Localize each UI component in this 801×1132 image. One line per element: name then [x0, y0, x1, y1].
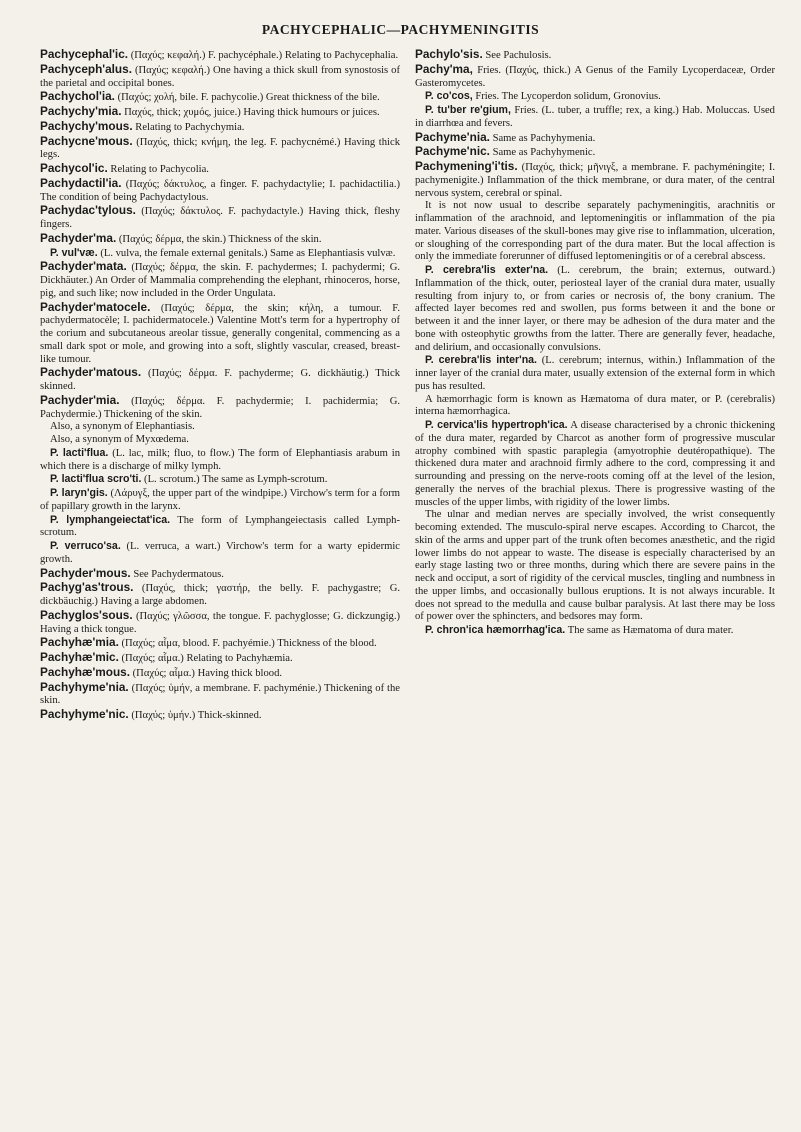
entry-headword: Pachycol'ic.	[40, 161, 108, 175]
entry-definition: (L. verruca, a wart.) Virchow's term for a warty epidermic growth.	[40, 541, 400, 565]
dictionary-entry	[415, 145, 775, 160]
paragraph-text: A hæmorrhagic form is known as Hæmatoma of dura mater, or P. (cerebralis) interna hæmorrhagica.	[415, 393, 775, 418]
entry-paragraph	[415, 200, 775, 264]
paragraph-text: Also, a synonym of Elephantiasis.	[50, 421, 195, 433]
dictionary-entry	[40, 651, 400, 666]
dictionary-entry	[415, 160, 775, 200]
dictionary-entry	[40, 135, 400, 163]
entry-headword: Pachyder'mia.	[40, 392, 120, 407]
dictionary-subentry	[40, 514, 400, 541]
dictionary-subentry	[40, 473, 400, 487]
dictionary-subentry	[415, 624, 775, 638]
subentry-headword: P. lacti'flua scro'ti.	[50, 473, 142, 486]
entry-definition: Fries. (L. tuber, a truffle; rex, a king.) Hab. Moluccas. Used in diarrhœa and fevers.	[415, 105, 775, 129]
entry-paragraph	[40, 421, 400, 434]
dictionary-subentry	[40, 487, 400, 514]
dictionary-subentry	[415, 419, 775, 509]
dictionary-entry	[40, 105, 400, 120]
entry-headword: Pachyhæ'mia.	[40, 635, 119, 650]
entry-headword: Pachychy'mia.	[40, 104, 122, 118]
dictionary-entry	[40, 120, 400, 135]
entry-definition: (Παχύς; δέρμα, the skin.) Thickness of the skin.	[116, 233, 322, 245]
entry-definition: (L. scrotum.) The same as Lymph-scrotum.	[141, 474, 328, 486]
entry-headword: Pachyme'nia.	[415, 129, 490, 144]
entry-headword: Pachyder'mata.	[40, 259, 127, 274]
entry-definition: (Παχύς, thick; κνήμη, the leg. F. pachycnémé.) Having thick legs.	[40, 136, 400, 161]
subentry-headword: P. tu'ber re'gium,	[425, 104, 511, 116]
entry-definition: (Παχύς; κεφαλή.) F. pachycéphale.) Relating to Pachycephalia.	[128, 50, 399, 61]
dictionary-entry	[40, 708, 400, 723]
dictionary-entry	[40, 63, 400, 91]
entry-definition: (Παχύς; κεφαλή.) One having a thick skull from synostosis of the parietal and occipital bones.	[40, 64, 400, 89]
entry-headword: Pachyceph'alus.	[40, 61, 132, 76]
entry-headword: Pachyhæ'mic.	[40, 650, 119, 664]
entry-headword: Pachylo'sis.	[415, 48, 483, 61]
entry-definition: A disease characterised by a chronic thickening of the dura mater, regarded by Charcot as another form of progressive muscular atrophy combined with spastic paraplegia (amyotrophie deutéropathique). The thickened dura mater and arachnoid firmly adhere to the cord, compressing it and surrounding and pressing on the nerve-roots coming off at the level of the lesion, generally the nerves of the brachial plexus. There is progressive wasting of the muscles of the upper limbs, with rigidity of the lower limbs.	[415, 420, 775, 508]
entry-paragraph	[40, 434, 400, 447]
entry-definition: (Παχύς, thick; μῆνιγξ, a membrane. F. pachyméningite; I. pachymenigite.) Inflammation of the thick membrane, or dura mater, of the central nervous system, cerebral or spinal.	[415, 162, 775, 199]
entry-definition: Relating to Pachycolia.	[107, 164, 209, 175]
subentry-headword: P. cervica'lis hypertroph'ica.	[425, 419, 568, 431]
entry-headword: Pachyhæ'mous.	[40, 664, 130, 679]
dictionary-subentry	[415, 104, 775, 131]
dictionary-entry	[40, 666, 400, 681]
paragraph-text: It is not now usual to describe separately pachymeningitis, arachnitis or inflammation of the arachnoid, and leptomeningitis or inflammation of the pia mater. Various diseases of the skull-bones may give rise to inflammation, ulceration, or sloughing of the corresponding part of the dura mater. But the local affection is only the immediate forerunner of diffused leptomeningitis or of a cerebral abscess.	[415, 200, 775, 263]
entry-definition: (L. cerebrum; internus, within.) Inflammation of the inner layer of the cranial dura mater, usually extension of the external form in which pus has resulted.	[415, 355, 775, 392]
dictionary-entry	[40, 177, 400, 205]
entry-definition: (Παχύς; δέρμα, the skin; κήλη, a tumour. F. pachydermatocèle; I. pachidermatocele.) Valentine Mott's term for a hypertrophy of the corium and subcutaneous areolar tissue, generally congenital, commencing as a small dark spot or mole, and growing into a soft, slightly vascular, creased, breast-like tumour.	[40, 302, 400, 365]
dictionary-subentry	[40, 247, 400, 261]
entry-definition: Relating to Pachychymia.	[132, 121, 245, 133]
entry-definition: (Παχύς; δάκτυλος, a finger. F. pachydactylie; I. pachidactilia.) The condition of being Pachydactylous.	[40, 178, 400, 203]
entry-definition: Fries. The Lycoperdon solidum, Gronovius.	[472, 91, 661, 103]
entry-definition: (Παχύς; χολή, bile. F. pachycolie.) Great thickness of the bile.	[114, 92, 380, 104]
dictionary-entry	[40, 681, 400, 709]
entry-definition: (Παχύς; αἷμα.) Relating to Pachyhæmia.	[118, 653, 293, 664]
entry-definition: (Παχύς, thick; γαστήρ, the belly. F. pachygastre; G. dickbäuchig.) Having a large abdomen.	[40, 583, 400, 607]
entry-definition: (Παχύς; αἷμα.) Having thick blood.	[130, 667, 283, 679]
entry-headword: Pachyder'mous.	[40, 565, 131, 580]
entry-definition: See Pachydermatous.	[130, 568, 224, 580]
dictionary-entry	[40, 260, 400, 300]
entry-headword: Pachyder'ma.	[40, 230, 117, 245]
entry-definition: (Παχύς; ὑμήν.) Thick-skinned.	[128, 710, 262, 721]
dictionary-entry	[40, 394, 400, 422]
dictionary-entry	[40, 636, 400, 651]
subentry-headword: P. chron'ica hæmorrhag'ica.	[425, 624, 566, 636]
dictionary-entry	[415, 48, 775, 63]
entry-headword: Pachyglos'sous.	[40, 607, 133, 622]
entry-definition: Same as Pachyhymenic.	[489, 147, 596, 159]
entry-headword: Pachycne'mous.	[40, 133, 133, 148]
dictionary-entry	[40, 162, 400, 177]
entry-definition: (Παχύς; γλῶσσα, the tongue. F. pachyglosse; G. dickzungig.) Having a thick tongue.	[40, 610, 400, 635]
entry-headword: Pachyg'as'trous.	[40, 580, 134, 595]
subentry-headword: P. lacti'flua.	[50, 446, 109, 459]
dictionary-subentry	[40, 540, 400, 567]
dictionary-entry	[40, 301, 400, 367]
subentry-headword: P. vul'væ.	[50, 246, 98, 259]
entry-headword: Pachy'ma,	[415, 61, 473, 76]
paragraph-text: Also, a synonym of Myxœdema.	[50, 434, 189, 445]
dictionary-entry	[415, 131, 775, 146]
entry-definition: (Παχύς; ὑμήν, a membrane. F. pachyménie.) Thickening of the skin.	[40, 682, 400, 707]
dictionary-entry	[40, 204, 400, 232]
dictionary-entry	[40, 366, 400, 394]
dictionary-entry	[415, 63, 775, 91]
paragraph-text: The ulnar and median nerves are specially involved, the wrist consequently becoming extended. The musculo-spiral nerve escapes. According to Charcot, the skin of the arms and upper part of the trunk often becomes anæsthetic, and the rigid lower limbs do not appear to waste. The disease is especially characterised by an early stage lasting two or three months, during which there are severe pains in the neck and occiput, a sort of rigidity of the cervical muscles, tingling and numbness in the upper limbs, and occasionally bullous eruptions. It is not always incurable. It does not spread to the medulla and cause bulbar paralysis. At last there may be loss of power over the sphincters, and bedsores may form.	[415, 509, 775, 623]
dictionary-entry	[40, 609, 400, 637]
dictionary-subentry	[415, 90, 775, 104]
dictionary-entry	[40, 232, 400, 247]
entry-definition: See Pachulosis.	[482, 50, 552, 61]
entry-definition: (L. cerebrum, the brain; externus, outward.) Inflammation of the thick, outer, periosteal layer of the cranial dura mater, usually resulting from injury to, or from caries or necrosis of, the bony cranium. The affected layer becomes red and swollen, pus forms between it and the bone or between it and the inner layer, or there may be adhesion of the dura mater and the bone with osteophytic growths from the latter. There are generally fever, headache, and delirium, and occasionally convulsions.	[415, 265, 775, 353]
entry-definition: (Παχύς; δέρμα, the skin. F. pachydermes; I. pachydermi; G. Dickhäuter.) An Order of Mammalia comprehending the elephant, rhinoceros, horse, pig, and such like; now included in the Order Ungulata.	[40, 262, 400, 299]
entry-headword: Pachyder'matous.	[40, 365, 142, 380]
running-head: PACHYCEPHALIC—PACHYMENINGITIS	[261, 22, 540, 37]
dictionary-subentry	[40, 447, 400, 474]
entry-definition: (Παχύς; δέρμα. F. pachydermie; I. pachidermia; G. Pachydermie.) Thickening of the skin.	[40, 395, 400, 420]
entry-headword: Pachycephal'ic.	[40, 48, 129, 61]
entry-headword: Pachyhyme'nic.	[40, 707, 129, 721]
left-column	[40, 48, 400, 1126]
entry-definition: (L. vulva, the female external genitals.) Same as Elephantiasis vulvæ.	[97, 247, 396, 259]
entry-headword: Pachydactil'ia.	[40, 175, 122, 190]
entry-headword: Pachyme'nic.	[415, 144, 490, 159]
dictionary-entry	[40, 567, 400, 582]
entry-definition: (L. lac, milk; fluo, to flow.) The form of Elephantiasis arabum in which there is a discharge of milky lymph.	[40, 447, 400, 472]
right-column	[415, 48, 775, 1126]
entry-definition: (Παχύς; δέρμα. F. pachyderme; G. dickhäutig.) Thick skinned.	[40, 368, 400, 392]
entry-headword: Pachyder'matocele.	[40, 299, 151, 314]
entry-paragraph	[415, 394, 775, 420]
dictionary-subentry	[415, 264, 775, 354]
entry-definition: Fries. (Παχύς, thick.) A Genus of the Family Lycoperdaceæ, Order Gasteromycetes.	[415, 64, 775, 89]
dictionary-entry	[40, 48, 400, 63]
entry-paragraph	[415, 509, 775, 624]
entry-definition: The same as Hæmatoma of dura mater.	[565, 625, 734, 636]
subentry-headword: P. lymphangeiectat'ica.	[50, 513, 171, 526]
dictionary-entry	[40, 90, 400, 105]
entry-headword: Pachymening'i'tis.	[415, 159, 518, 173]
entry-definition: The form of Lymphangeiectasis called Lymph-scrotum.	[40, 514, 400, 539]
entry-definition: Same as Pachyhymenia.	[489, 132, 596, 144]
entry-definition: (Παχύς; δάκτυλος. F. pachydactyle.) Having thick, fleshy fingers.	[40, 206, 400, 230]
entry-definition: Παχύς, thick; χυμός, juice.) Having thick humours or juices.	[121, 107, 380, 118]
entry-headword: Pachyhyme'nia.	[40, 679, 129, 694]
subentry-headword: P. cerebra'lis exter'na.	[425, 264, 549, 276]
entry-headword: Pachydac'tylous.	[40, 203, 136, 218]
entry-headword: Pachychy'mous.	[40, 118, 133, 133]
entry-definition: (Παχύς; αἷμα, blood. F. pachyémie.) Thickness of the blood.	[118, 638, 377, 650]
subentry-headword: P. co'cos,	[425, 90, 473, 103]
dictionary-subentry	[415, 354, 775, 393]
entry-definition: (Λάρυγξ, the upper part of the windpipe.) Virchow's term for a form of papillary growth in the larynx.	[40, 488, 400, 512]
entry-headword: Pachychol'ia.	[40, 89, 115, 104]
dictionary-entry	[40, 581, 400, 609]
subentry-headword: P. laryn'gis.	[50, 487, 108, 499]
subentry-headword: P. verruco'sa.	[50, 540, 121, 552]
subentry-headword: P. cerebra'lis inter'na.	[425, 354, 538, 367]
